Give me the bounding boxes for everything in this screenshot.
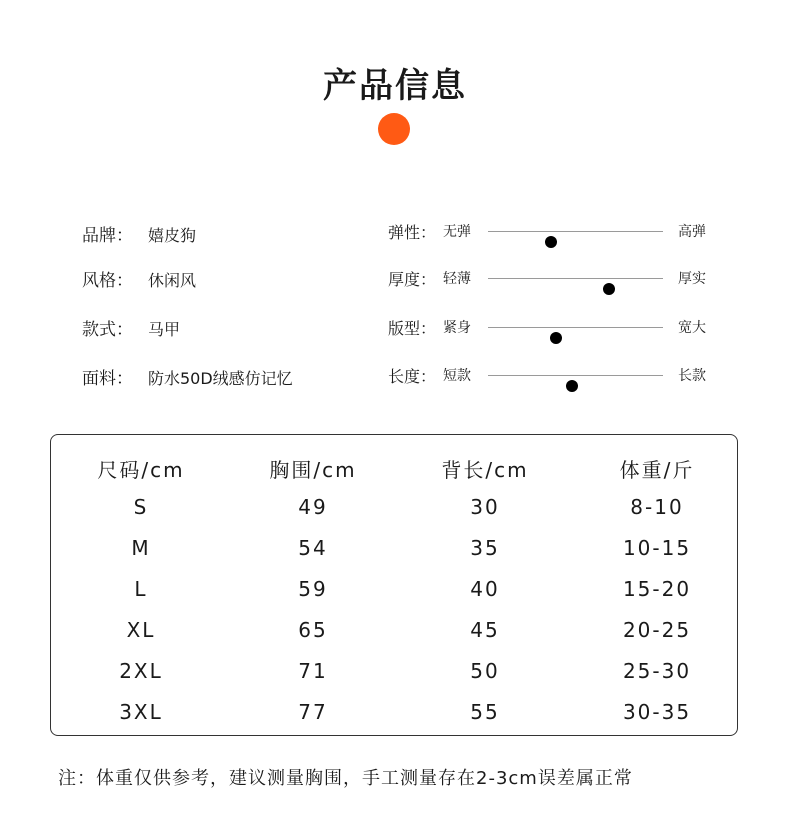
scale-max-label: 厚实: [678, 271, 706, 287]
scale-label: 弹性：: [388, 223, 437, 242]
info-value: 休闲风: [148, 271, 197, 290]
info-label: 品牌：: [82, 226, 133, 246]
scale-label: 版型：: [388, 319, 437, 338]
scale-knob: [550, 332, 562, 344]
table-cell: M: [131, 536, 151, 560]
table-cell: 50: [470, 659, 500, 683]
table-cell: 54: [298, 536, 328, 560]
table-cell: 30: [470, 495, 500, 519]
table-row: [51, 659, 739, 689]
size-table: [50, 434, 738, 736]
scale-min-label: 轻薄: [443, 271, 471, 287]
table-cell: 3XL: [119, 700, 163, 724]
table-header-cell: 体重/斤: [619, 458, 695, 482]
table-cell: 20-25: [622, 618, 692, 642]
scale-knob: [566, 380, 578, 392]
table-row: [51, 577, 739, 607]
table-cell: 8-10: [630, 495, 684, 519]
table-row: [51, 536, 739, 566]
table-cell: 59: [298, 577, 328, 601]
scale-min-label: 短款: [443, 368, 471, 384]
scale-min-label: 无弹: [443, 224, 471, 240]
table-header-cell: 胸围/cm: [269, 458, 357, 482]
info-label: 款式：: [82, 320, 133, 340]
table-cell: 55: [470, 700, 500, 724]
scale-track: [488, 327, 663, 328]
scale-min-label: 紧身: [443, 320, 471, 336]
table-header-cell: 尺码/cm: [97, 458, 185, 482]
scale-length: [388, 364, 718, 392]
table-header-row: [51, 454, 739, 484]
accent-dot: [378, 113, 410, 145]
scale-label: 长度：: [388, 367, 437, 386]
table-cell: S: [133, 495, 149, 519]
info-value: 马甲: [148, 320, 181, 339]
table-cell: 30-35: [622, 700, 692, 724]
scale-track: [488, 278, 663, 279]
table-cell: 65: [298, 618, 328, 642]
page-title: 产品信息: [323, 66, 467, 106]
scale-track: [488, 375, 663, 376]
table-cell: 10-15: [622, 536, 692, 560]
table-row: [51, 618, 739, 648]
scale-max-label: 长款: [678, 368, 706, 384]
size-note: 注：体重仅供参考，建议测量胸围，手工测量存在2-3cm误差属正常: [58, 768, 633, 789]
table-cell: 71: [298, 659, 328, 683]
table-header-cell: 背长/cm: [441, 458, 529, 482]
table-row: [51, 700, 739, 730]
scale-max-label: 宽大: [678, 320, 706, 336]
scale-label: 厚度：: [388, 270, 437, 289]
info-value: 防水50D绒感仿记忆: [148, 369, 293, 388]
scale-elasticity: [388, 220, 718, 248]
table-cell: L: [134, 577, 148, 601]
scale-thickness: [388, 267, 718, 295]
table-cell: 49: [298, 495, 328, 519]
table-cell: XL: [126, 618, 156, 642]
table-cell: 45: [470, 618, 500, 642]
table-cell: 77: [298, 700, 328, 724]
table-cell: 40: [470, 577, 500, 601]
table-cell: 35: [470, 536, 500, 560]
scale-track: [488, 231, 663, 232]
table-cell: 2XL: [119, 659, 163, 683]
info-label: 面料：: [82, 369, 133, 389]
scale-knob: [603, 283, 615, 295]
scale-max-label: 高弹: [678, 224, 706, 240]
scale-knob: [545, 236, 557, 248]
info-label: 风格：: [82, 271, 133, 291]
scale-fit: [388, 316, 718, 344]
info-value: 嬉皮狗: [148, 226, 197, 245]
table-cell: 25-30: [622, 659, 692, 683]
table-cell: 15-20: [622, 577, 692, 601]
table-row: [51, 495, 739, 525]
